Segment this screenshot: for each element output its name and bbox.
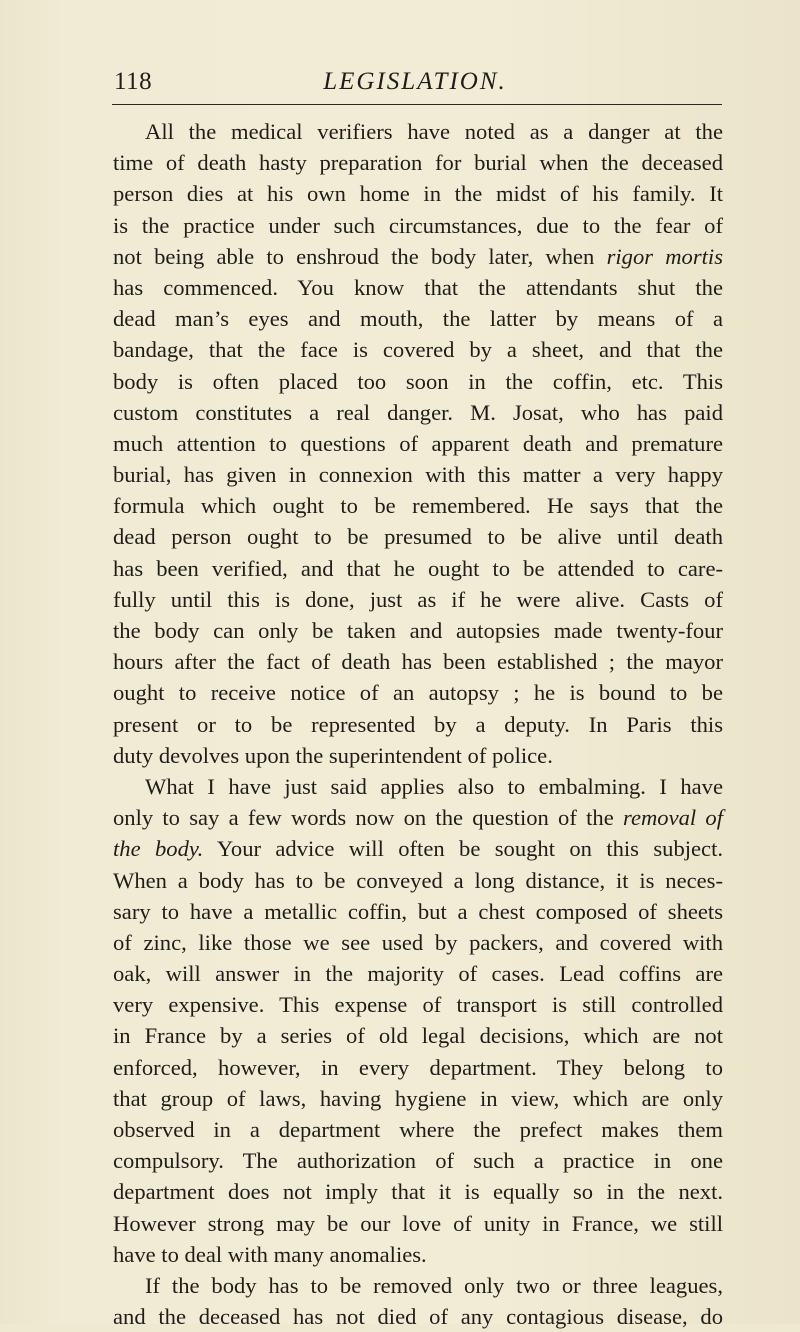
text-line: burial, has given in connexion with this matter a very happy: [113, 462, 723, 488]
text-line: If the body has to be removed only two or three leagues,: [145, 1272, 723, 1298]
text-line: duty devolves upon the superintendent of police.: [113, 742, 553, 768]
text-line: fully until this is done, just as if he were alive. Casts of: [113, 586, 723, 612]
text-segment: Your advice will often be sought on this subject.: [216, 836, 723, 862]
text-line: have to deal with many anomalies.: [113, 1241, 427, 1267]
text-line: has commenced. You know that the attendants shut the: [113, 274, 723, 300]
text-line: body is often placed too soon in the coffin, etc. This: [113, 368, 723, 394]
text-line: enforced, however, in every department. They belong to: [113, 1054, 723, 1080]
text-line: formula which ought to be remembered. He says that the: [113, 493, 723, 519]
text-line: All the medical verifiers have noted as a danger at the: [145, 119, 723, 144]
text-line: [113, 241, 723, 272]
italic-phrase: rigor mortis: [606, 243, 723, 269]
text-line: sary to have a metallic coffin, but a chest composed of sheets: [113, 898, 723, 924]
text-line: custom constitutes a real danger. M. Josat, who has paid: [113, 399, 723, 425]
text-line: the body can only be taken and autopsies made twenty-four: [113, 618, 723, 643]
page-header: [108, 66, 722, 98]
italic-phrase: the body.: [113, 836, 204, 862]
text-segment: not being able to enshroud the body later, when: [113, 243, 595, 269]
text-line: that group of laws, having hygiene in view, which are only: [113, 1085, 723, 1111]
text-line: person dies at his own home in the midst of his family. It: [113, 181, 723, 207]
text-segment: only to say a few words now on the question of the: [113, 805, 614, 831]
header-rule: [112, 104, 722, 105]
text-line: of zinc, like those we see used by packers, and covered with: [113, 929, 723, 955]
text-line: department does not imply that it is equally so in the next.: [113, 1179, 723, 1205]
text-line: hours after the fact of death has been established ; the mayor: [113, 649, 723, 675]
italic-phrase: removal of: [622, 805, 723, 831]
text-line: What I have just said applies also to embalming. I have: [145, 773, 723, 799]
text-line: dead man’s eyes and mouth, the latter by means of a: [113, 306, 723, 332]
text-line: very expensive. This expense of transport is still controlled: [113, 992, 723, 1018]
running-head: LEGISLATION.: [323, 68, 507, 95]
text-line: ought to receive notice of an autopsy ; he is bound to be: [113, 680, 723, 706]
text-line: bandage, that the face is covered by a sheet, and that the: [113, 337, 723, 363]
text-line: However strong may be our love of unity in France, we still: [113, 1210, 723, 1236]
text-line: [113, 802, 723, 833]
text-line: and the deceased has not died of any contagious disease, do: [113, 1304, 723, 1330]
text-line: present or to be represented by a deputy. In Paris this: [113, 711, 723, 737]
text-line: observed in a department where the prefect makes them: [113, 1117, 723, 1142]
text-line: has been verified, and that he ought to be attended to care-: [113, 555, 723, 581]
text-line: dead person ought to be presumed to be alive until death: [113, 524, 723, 550]
text-line: oak, will answer in the majority of cases. Lead coffins are: [113, 961, 723, 987]
body-text: [113, 116, 723, 1332]
text-line: in France by a series of old legal decisions, which are not: [113, 1023, 723, 1049]
text-line: [113, 833, 723, 864]
text-line: much attention to questions of apparent death and premature: [113, 430, 723, 456]
text-line: compulsory. The authorization of such a practice in one: [113, 1148, 723, 1174]
text-line: is the practice under such circumstances, due to the fear of: [113, 212, 723, 238]
text-line: When a body has to be conveyed a long distance, it is neces-: [113, 867, 723, 893]
page-number: 118: [114, 68, 153, 95]
text-line: time of death hasty preparation for burial when the deceased: [113, 150, 723, 176]
